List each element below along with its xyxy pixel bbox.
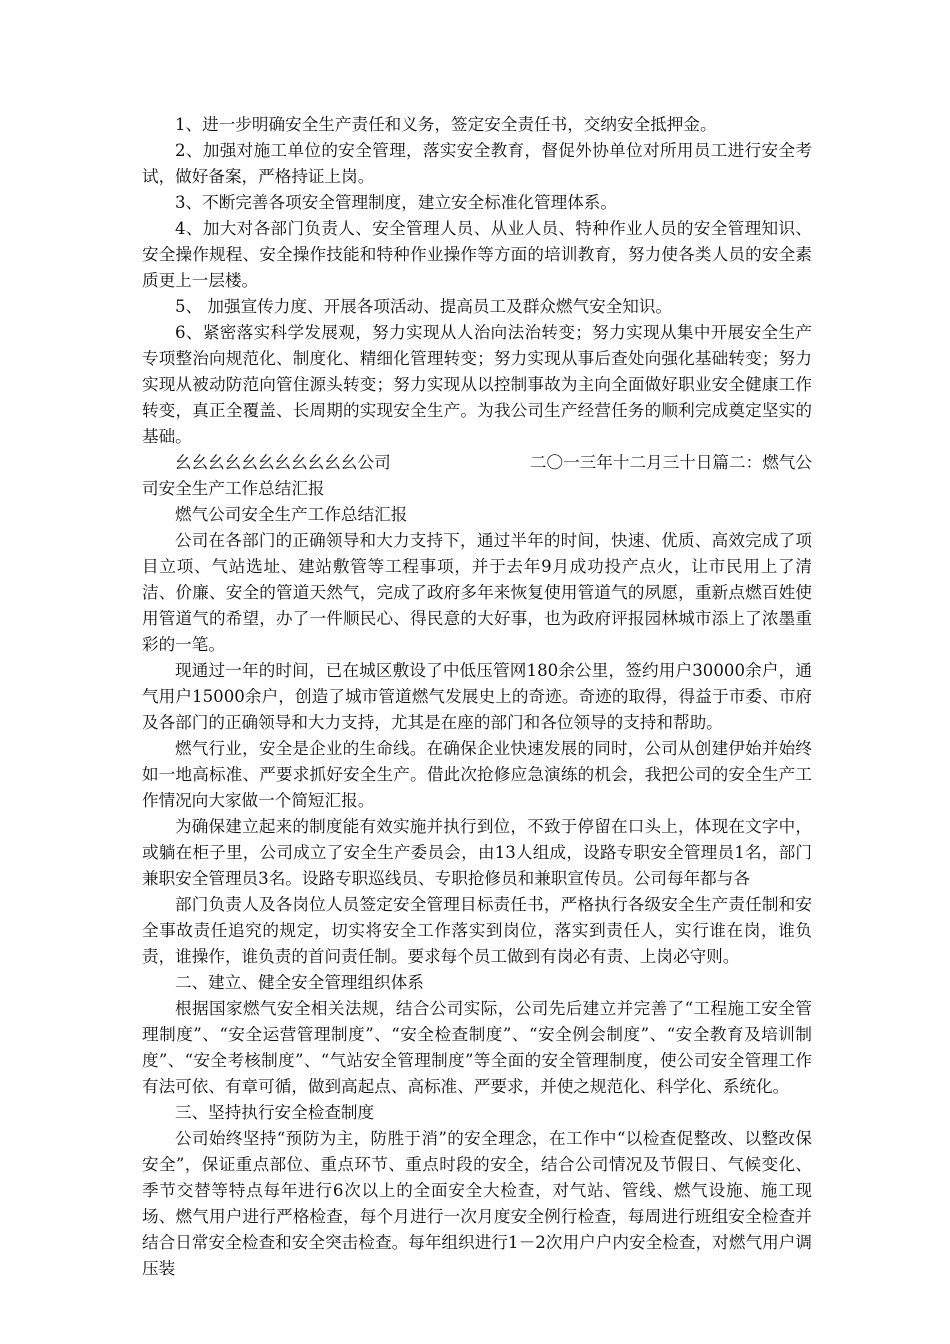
paragraph: 3、不断完善各项安全管理制度，建立安全标准化管理体系。 — [175, 193, 617, 212]
paragraph: 公司始终坚持“预防为主，防胜于消”的安全理念，在工作中“以检查促整改、以整改保安全”，保证重点部位、重点环节、重点时段的安全，结合公司情况及节假日、气候变化、季节交替等特点每年进行6次以上的全面安全大检查，对气站、管线、燃气设施、施工现场、燃气用户进行严格检查，每个月进行一次月度安全例行检查，每周进行班组安全检查并结合日常安全检查和安全突击检查。每年组织进行1－2次用户户内安全检查，对燃气用户调压装 — [142, 1129, 812, 1278]
paragraph: 6、紧密落实科学发展观，努力实现从人治向法治转变；努力实现从集中开展安全生产专项整治向规范化、制度化、精细化管理转变；努力实现从事后查处向强化基础转变；努力实现从被动防范向管住源头转变；努力实现从以控制事故为主向全面做好职业安全健康工作转变，真正全覆盖、长周期的实现安全生产。为我公司生产经营任务的顺利完成奠定坚实的基础。 — [142, 323, 812, 446]
paragraph: 现通过一年的时间，已在城区敷设了中低压管网180余公里，签约用户30000余户，通气用户15000余户，创造了城市管道燃气发展史上的奇迹。奇迹的取得，得益于市委、市府及各部门的正确领导和大力支持，尤其是在座的部门和各位领导的支持和帮助。 — [142, 661, 812, 732]
company-name: 幺幺幺幺幺幺幺幺幺幺幺公司 — [175, 453, 391, 472]
paragraph: 部门负责人及各岗位人员签定安全管理目标责任书，严格执行各级安全生产责任制和安全事故责任追究的规定，切实将安全工作落实到岗位，落实到责任人，实行谁在岗，谁负责，谁操作，谁负责的首问责任制。要求每个员工做到有岗必有责、上岗必守则。 — [142, 895, 812, 966]
section-heading: 三、坚持执行安全检查制度 — [175, 1103, 375, 1122]
signature-line — [142, 450, 812, 476]
paragraph: 燃气行业，安全是企业的生命线。在确保企业快速发展的同时，公司从创建伊始并始终如一地高标准、严要求抓好安全生产。借此次抢修应急演练的机会，我把公司的安全生产工作情况向大家做一个简短汇报。 — [142, 739, 812, 810]
section-heading: 二、建立、健全安全管理组织体系 — [175, 973, 424, 992]
paragraph: 2、加强对施工单位的安全管理，落实安全教育，督促外协单位对所用员工进行安全考试，做好备案，严格持证上岗。 — [142, 141, 812, 186]
report-title: 燃气公司安全生产工作总结汇报 — [175, 505, 408, 524]
paragraph: 5、 加强宣传力度、开展各项活动、提高员工及群众燃气安全知识。 — [175, 297, 673, 316]
title-continuation: 司安全生产工作总结汇报 — [142, 479, 325, 498]
paragraph: 为确保建立起来的制度能有效实施并执行到位，不致于停留在口头上，体现在文字中，或躺在柜子里，公司成立了安全生产委员会，由13人组成，设路专职安全管理员1名，部门兼职安全管理员3名。设路专职巡线员、专职抢修员和兼职宣传员。公司每年都与各 — [142, 817, 812, 888]
paragraph: 4、加大对各部门负责人、安全管理人员、从业人员、特种作业人员的安全管理知识、安全操作规程、安全操作技能和特种作业操作等方面的培训教育，努力使各类人员的安全素质更上一层楼。 — [142, 219, 812, 290]
paragraph: 公司在各部门的正确领导和大力支持下，通过半年的时间，快速、优质、高效完成了项目立项、气站选址、建站敷管等工程事项，并于去年9月成功投产点火，让市民用上了清洁、价廉、安全的管道天然气，完成了政府多年来恢复使用管道气的夙愿，重新点燃百姓使用管道气的希望，办了一件顺民心、得民意的大好事，也为政府评报园林城市添上了浓墨重彩的一笔。 — [142, 531, 812, 654]
paragraph: 1、进一步明确安全生产责任和义务，签定安全责任书，交纳安全抵押金。 — [175, 115, 717, 134]
paragraph: 根据国家燃气安全相关法规，结合公司实际，公司先后建立并完善了“工程施工安全管理制度”、“安全运营管理制度”、“安全检查制度”、“安全例会制度”、“安全教育及培训制度”、“安全考核制度”、“气站安全管理制度”等全面的安全管理制度，使公司安全管理工作有法可依、有章可循，做到高起点、高标准、严要求，并使之规范化、科学化、系统化。 — [142, 999, 812, 1096]
document-page — [142, 112, 812, 1282]
date-and-next-title: 二〇一三年十二月三十日篇二：燃气公 — [529, 453, 812, 472]
